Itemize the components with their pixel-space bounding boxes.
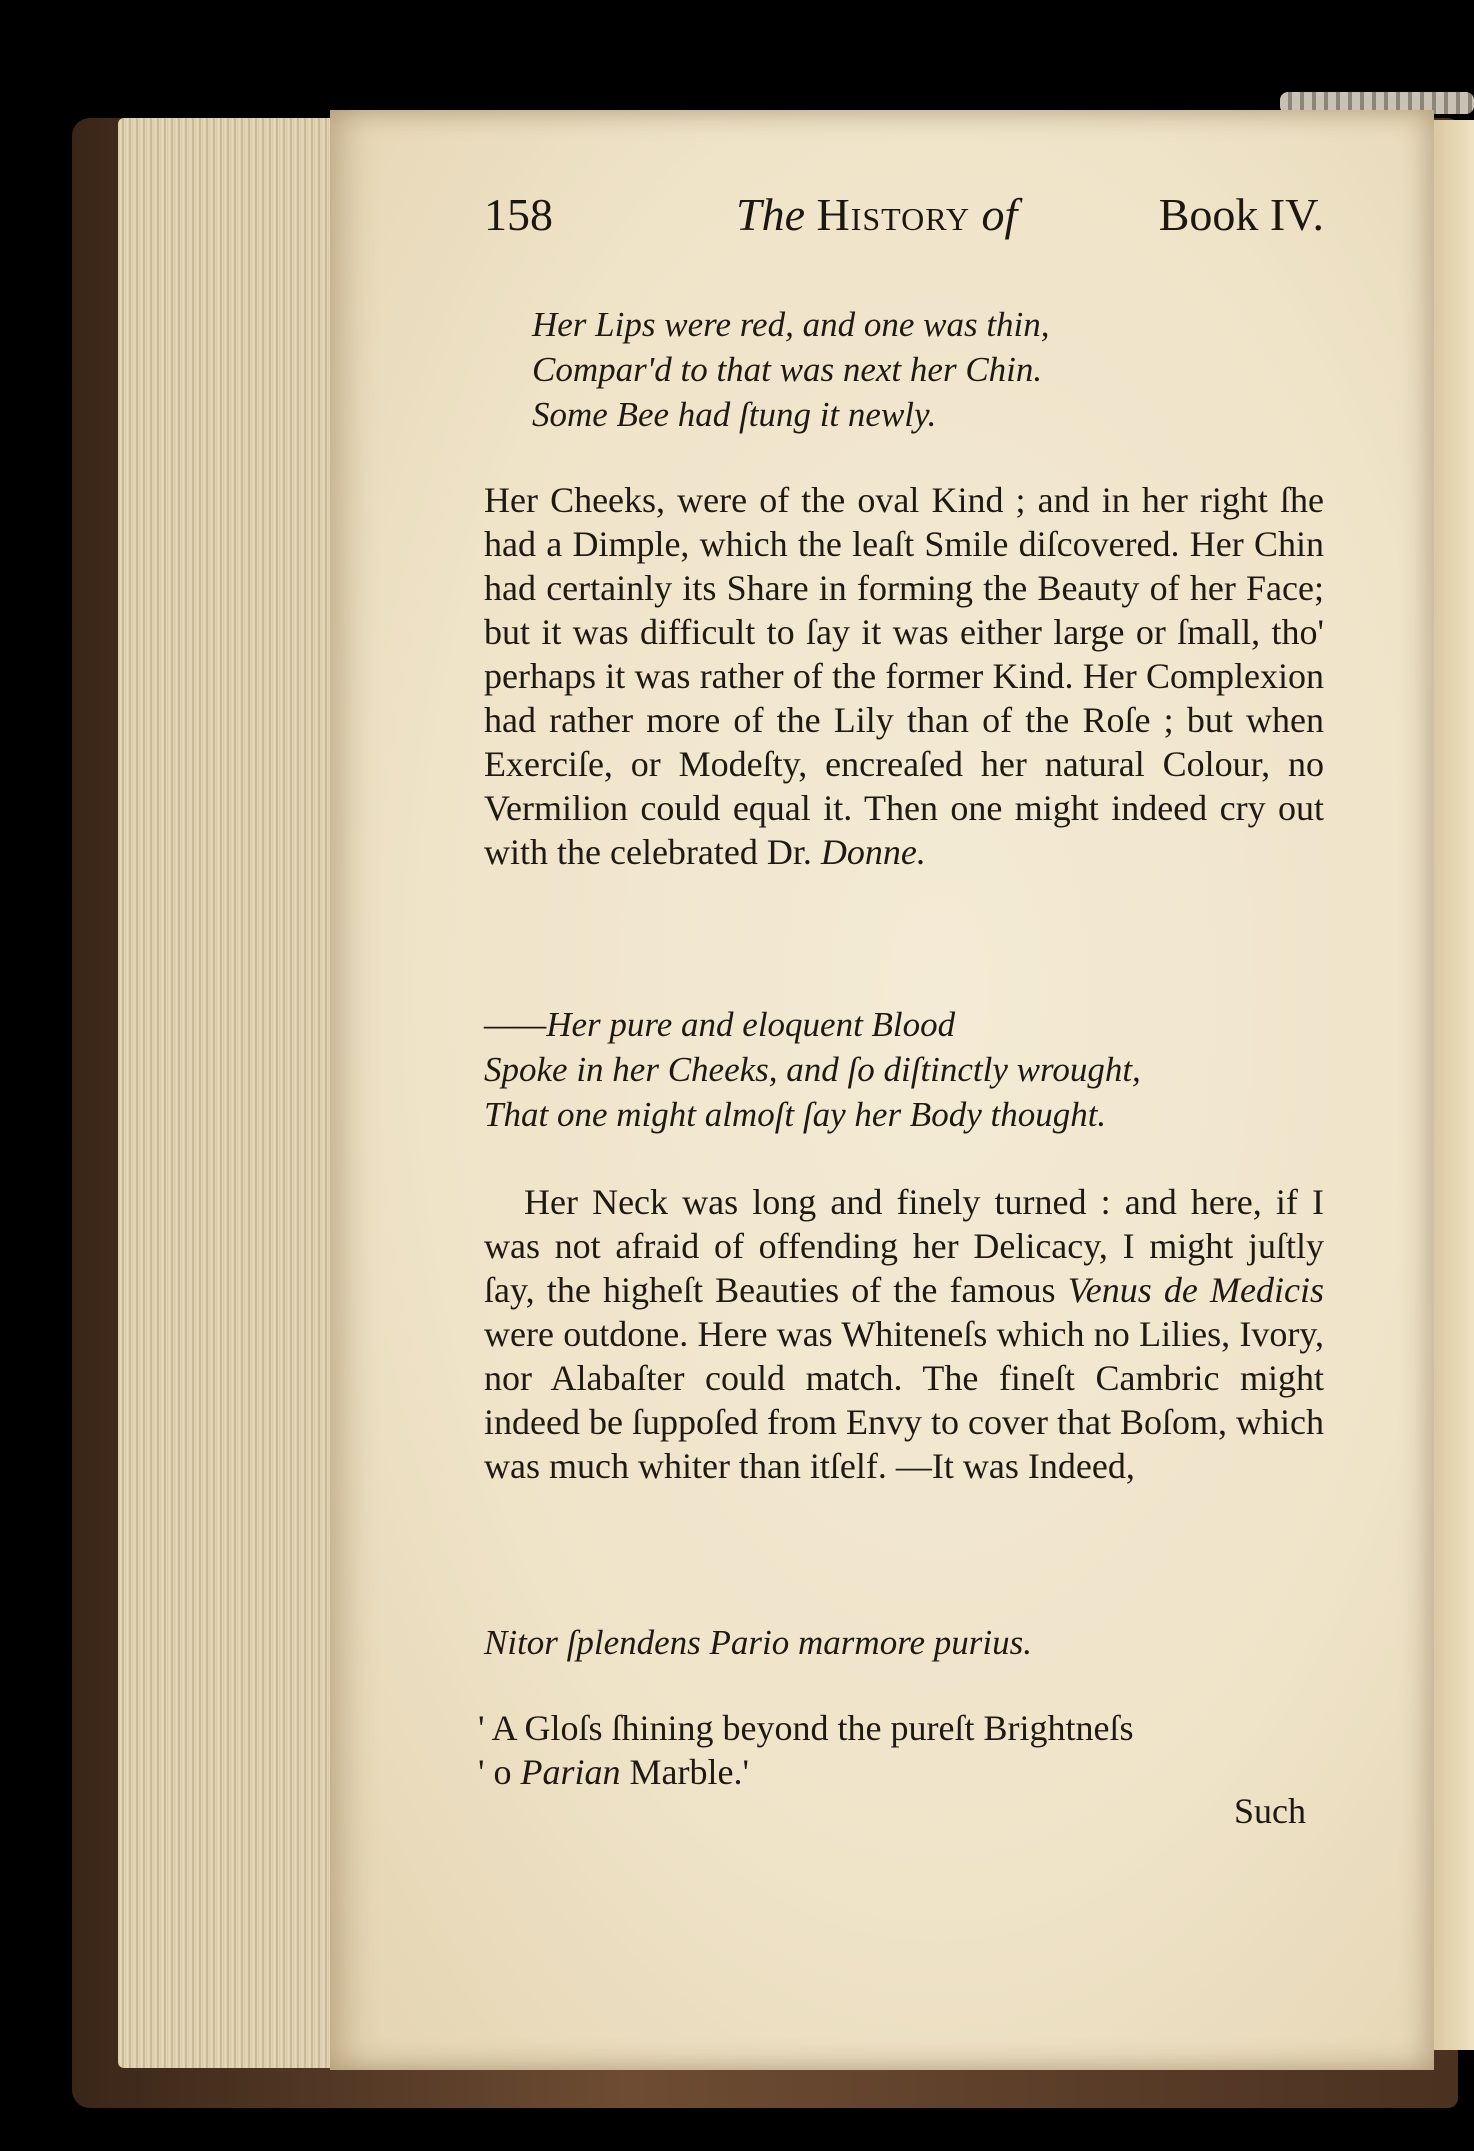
paragraph-text: were outdone. Here was Whiteneſs which no Lilies, Ivory, nor Alabaſter could match. The fineſt Cambric might indeed be ſuppoſed from Envy to cover that Boſom, which was much whiter than itſelf. —It was Indeed, xyxy=(484,1314,1324,1486)
page-number: 158 xyxy=(484,189,553,240)
running-title xyxy=(736,188,1017,241)
verse-line: That one might almoſt ſay her Body thought. xyxy=(484,1095,1107,1134)
page-edges xyxy=(118,118,358,2068)
translation-mark: ' o xyxy=(478,1752,512,1792)
paragraph-cheeks xyxy=(484,478,1324,874)
verse-lips xyxy=(532,302,1372,437)
parian-word: Parian xyxy=(520,1752,621,1792)
translation xyxy=(478,1706,1328,1794)
paragraph-text: Her Cheeks, were of the oval Kind ; and in her right ſhe had a Dimple, which the leaſt Smile diſcovered. Her Chin had certainly its Share in forming the Beauty of her Face; but it was difficult to ſay it was either large or ſmall, tho' perhaps it was rather of the former Kind. Her Complexion had rather more of the Lily than of the Roſe ; but when Exerciſe, or Modeſty, encreaſed her natural Colour, no Vermilion could equal it. Then one might indeed cry out with the celebrated Dr. xyxy=(484,480,1324,872)
paragraph-neck xyxy=(484,1180,1324,1488)
translation-line xyxy=(478,1750,1328,1794)
latin-line: Nitor ſplendens Pario marmore purius. xyxy=(484,1623,1033,1662)
title-suffix: of xyxy=(981,189,1018,240)
verse-line: Some Bee had ſtung it newly. xyxy=(532,395,937,434)
latin-quote xyxy=(484,1620,1324,1665)
running-head xyxy=(484,188,1324,248)
verse-line: Her Lips were red, and one was thin, xyxy=(532,305,1050,344)
catchword: Such xyxy=(1234,1791,1306,1831)
book-label: Book IV. xyxy=(1158,189,1324,240)
verse-line: Compar'd to that was next her Chin. xyxy=(532,350,1043,389)
verse-line: ——Her pure and eloquent Blood xyxy=(484,1005,956,1044)
translation-line: ' A Gloſs ſhining beyond the pureſt Brightneſs xyxy=(478,1708,1134,1748)
verse-line: Spoke in her Cheeks, and ſo diſtinctly wrought, xyxy=(484,1050,1141,1089)
paragraph-text: Her Neck was long and finely turned : and here, if I was not afraid of offending her Delicacy, I might juſtly ſay, the higheſt Beauties of the famous xyxy=(484,1182,1324,1310)
venus-name: Venus de Medicis xyxy=(1067,1270,1324,1310)
author-name: Donne. xyxy=(820,832,926,872)
translation-end: Marble.' xyxy=(629,1752,749,1792)
title-prefix: The xyxy=(736,189,805,240)
facing-page-edge xyxy=(1432,120,1474,2050)
verse-blood xyxy=(484,1002,1324,1137)
title-main: History xyxy=(816,189,970,240)
